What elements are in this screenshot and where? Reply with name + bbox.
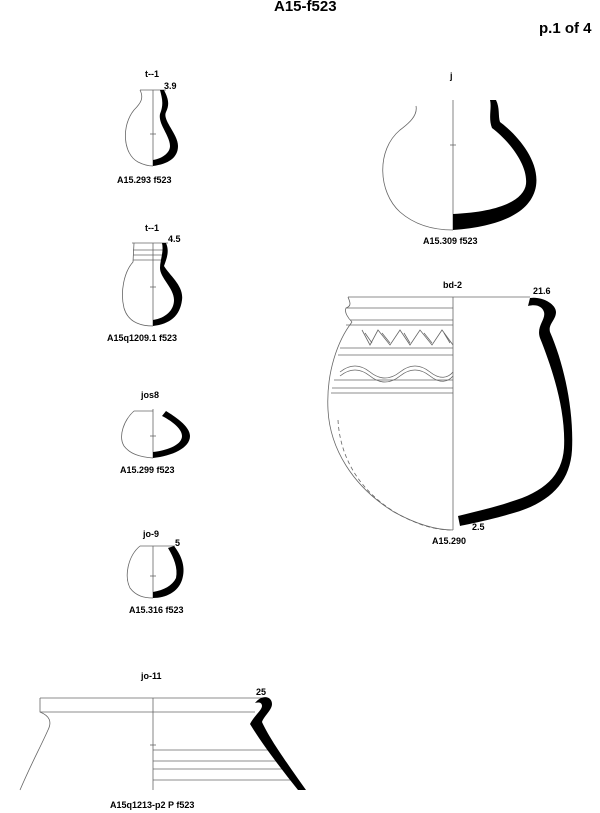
vessel-profile xyxy=(153,411,190,458)
vessel-type-label: jos8 xyxy=(141,390,160,400)
vessel-base-measurement: 2.5 xyxy=(472,522,485,532)
vessel-catalog-code: A15.299 f523 xyxy=(120,465,175,475)
vessel-a15-293-drawing xyxy=(125,90,178,166)
vessel-a15-290-drawing xyxy=(328,297,572,530)
vessel-measurement: 5 xyxy=(175,538,181,548)
vessel-measurement: 25 xyxy=(256,687,267,697)
vessel-profile xyxy=(250,697,306,790)
vessel-a15-309-drawing xyxy=(383,100,537,230)
vessel-measurement: 4.5 xyxy=(168,234,181,244)
vessel-measurement: 3.9 xyxy=(164,81,177,91)
vessel-a15q1209-1-drawing xyxy=(122,243,182,326)
vessel-catalog-code: A15.309 f523 xyxy=(423,236,478,246)
vessel-profile xyxy=(458,298,572,526)
vessel-catalog-code: A15q1209.1 f523 xyxy=(107,333,178,343)
vessel-catalog-code: A15.290 xyxy=(432,536,467,546)
vessel-catalog-code: A15q1213-p2 P f523 xyxy=(110,800,195,810)
vessel-type-label: t--1 xyxy=(145,69,159,79)
vessel-type-label: bd-2 xyxy=(443,280,462,290)
vessel-type-label: jo-11 xyxy=(141,671,162,681)
vessel-type-label: jo-9 xyxy=(143,529,160,539)
vessel-type-label: t--1 xyxy=(145,223,159,233)
vessel-type-label: j xyxy=(450,71,453,81)
page-title: A15-f523 xyxy=(274,0,337,15)
vessel-a15-299-drawing xyxy=(122,409,190,458)
vessel-catalog-code: A15.316 f523 xyxy=(129,605,184,615)
vessel-measurement: 21.6 xyxy=(533,286,551,296)
vessel-profile xyxy=(153,243,182,326)
vessel-profile xyxy=(153,90,178,166)
vessel-profile xyxy=(153,546,184,598)
page-number: p.1 of 4 xyxy=(539,20,592,37)
vessel-profile xyxy=(453,100,536,230)
vessel-catalog-code: A15.293 f523 xyxy=(117,175,172,185)
vessel-a15-316-drawing xyxy=(127,546,183,598)
vessel-a15q1213-p2-drawing xyxy=(20,697,306,790)
